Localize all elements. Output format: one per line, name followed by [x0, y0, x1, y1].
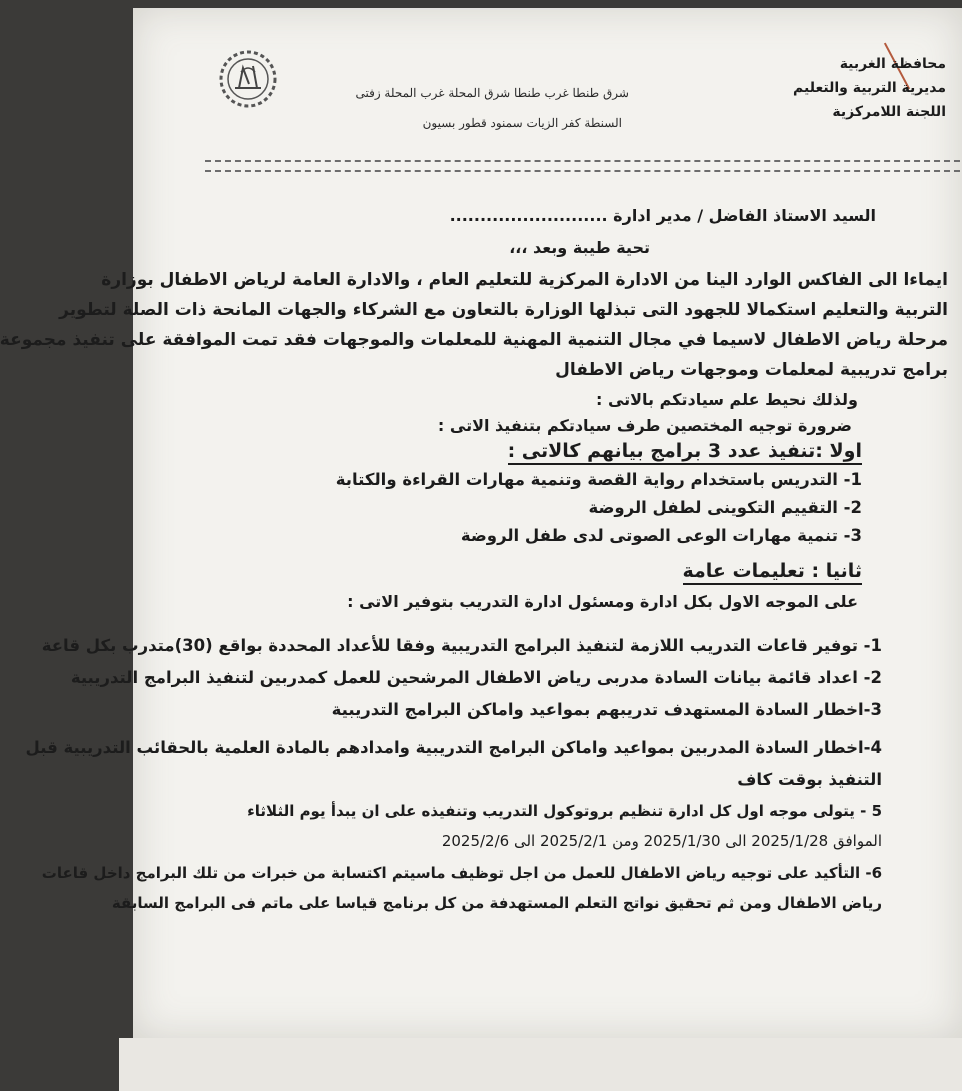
authority-line-3: اللجنة اللامركزية	[832, 104, 946, 120]
program-item-1: 1- التدريس باستخدام رواية القصة وتنمية مهارات القراءة والكتابة	[335, 470, 862, 489]
instruction-line-6: 6- التأكيد على توجيه رياض الاطفال للعمل من اجل توظيف ماسيتم اكتسابة من خبرات من تلك البرامج داخل قاعات	[41, 864, 882, 882]
paragraph-line-1: ايماءا الى الفاكس الوارد الينا من الادارة المركزية للتعليم العام ، والادارة العامة لرياض الاطفال بوزارة	[101, 270, 948, 290]
header-separator	[205, 160, 960, 172]
instruction-line-4: 4-اخطار السادة المدربين بمواعيد واماكن البرامج التدريبية وامدادهم بالمادة العلمية بالحقائب التدريبية قبل	[25, 738, 882, 757]
instruction-line-4-cont: التنفيذ بوقت كاف	[737, 770, 882, 789]
document-page	[0, 8, 962, 1038]
ministry-logo-icon	[215, 48, 281, 110]
section-one-heading: اولا :تنفيذ عدد 3 برامج بيانهم كالاتى :	[508, 440, 862, 465]
notice-line: ولذلك نحيط علم سيادتكم بالاتى :	[595, 390, 858, 409]
authority-line-2: مديرية التربية والتعليم	[793, 80, 946, 96]
instruction-line-3: 3-اخطار السادة المستهدف تدريبهم بمواعيد واماكن البرامج التدريبية	[331, 700, 882, 719]
section-two-heading: ثانيا : تعليمات عامة	[683, 560, 862, 585]
greeting-line: تحية طيبة وبعد ،،،	[509, 238, 650, 257]
directive-line: ضرورة توجيه المختصين طرف سيادتكم بتنفيذ الاتى :	[437, 416, 852, 435]
page-bottom-strip	[119, 1038, 962, 1091]
instruction-line-1: 1- توفير قاعات التدريب اللازمة لتنفيذ البرامج التدريبية وفقا للأعداد المحددة بواقع (30)متدرب بكل قاعة	[41, 636, 882, 655]
instruction-line-5: 5 - يتولى موجه اول كل ادارة تنظيم بروتوكول التدريب وتنفيذه على ان يبدأ يوم الثلاثاء	[247, 802, 882, 820]
admin-areas-line-1: شرق طنطا غرب طنطا شرق المحلة غرب المحلة زفتى	[355, 86, 629, 100]
instruction-line-5-dates: الموافق 2025/1/28 الى 2025/1/30 ومن 2025/2/1 الى 2025/2/6	[441, 832, 882, 850]
paragraph-line-3: مرحلة رياض الاطفال لاسيما في مجال التنمية المهنية للمعلمات والموجهات فقد تمت الموافقة على تنفيذ مجموعة	[0, 330, 948, 350]
authority-line-1: محافظة الغربية	[839, 56, 946, 72]
program-item-3: 3- تنمية مهارات الوعى الصوتى لدى طفل الروضة	[460, 526, 862, 545]
paragraph-line-4: برامج تدريبية لمعلمات وموجهات رياض الاطفال	[555, 360, 948, 380]
section-two-intro: على الموجه الاول بكل ادارة ومسئول ادارة التدريب بتوفير الاتى :	[347, 592, 858, 611]
admin-areas-line-2: السنطة كفر الزيات سمنود قطور بسيون	[422, 116, 622, 130]
salutation-line: السيد الاستاذ الفاضل / مدير ادارة ..........................	[449, 206, 876, 225]
paragraph-line-2: التربية والتعليم استكمالا للجهود التى تبذلها الوزارة بالتعاون مع الشركاء والجهات المانحة ذات الصلة لتطوير	[59, 300, 948, 320]
instruction-line-6-cont: رياض الاطفال ومن ثم تحقيق نواتج التعلم المستهدفة من كل برنامج قياسا على ماتم فى البرامج السابقة	[111, 894, 882, 912]
instruction-line-2: 2- اعداد قائمة بيانات السادة مدربى رياض الاطفال المرشحين للعمل كمدربين لتنفيذ البرامج التدريبية	[70, 668, 882, 687]
program-item-2: 2- التقييم التكوينى لطفل الروضة	[588, 498, 862, 517]
